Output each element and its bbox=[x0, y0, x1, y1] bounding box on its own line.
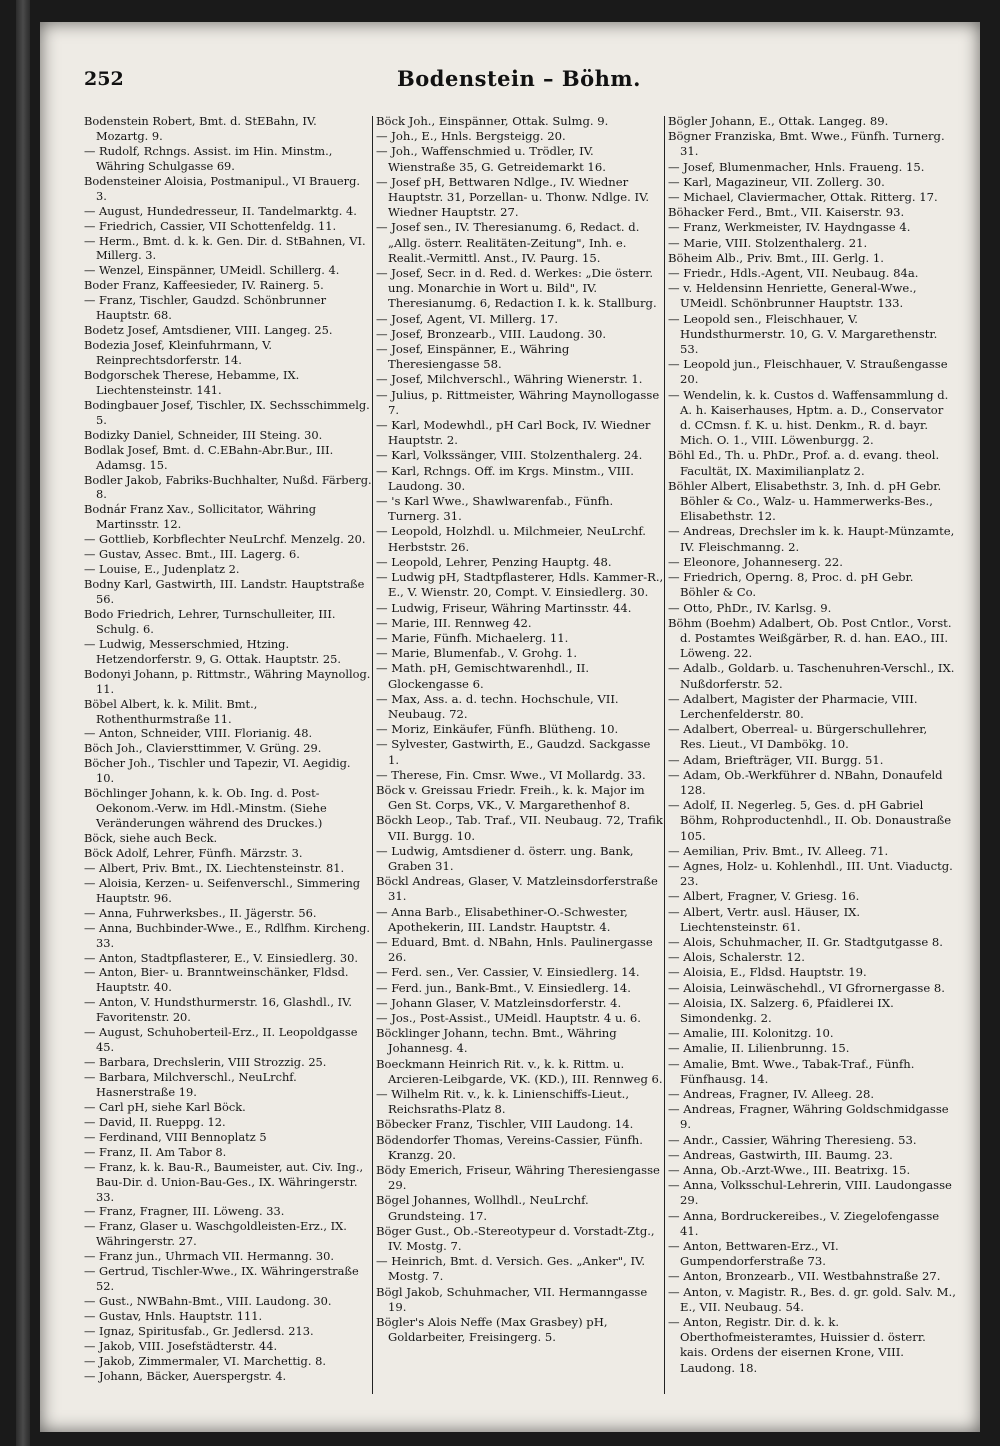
directory-sub-entry: — Amalie, III. Kolonitzg. 10. bbox=[668, 1026, 834, 1041]
directory-sub-entry: — Aemilian, Priv. Bmt., IV. Alleeg. 71. bbox=[668, 843, 889, 858]
directory-entry: Böhler Albert, Elisabethstr. 3, Inh. d. pH Gebr. Böhler & Co., Walz- u. Hammerwerks-Bes., Elisabethstr. 12. bbox=[668, 478, 942, 524]
directory-sub-entry: — Wenzel, Einspänner, UMeidl. Schillerg. 4. bbox=[84, 263, 340, 278]
directory-sub-entry: — Ludwig, Amtsdiener d. österr. ung. Bank, Graben 31. bbox=[376, 843, 634, 873]
directory-entry: Böck, siehe auch Beck. bbox=[84, 831, 218, 845]
directory-sub-entry: — Wilhelm Rit. v., k. k. Linienschiffs-Lieut., Reichsraths-Platz 8. bbox=[376, 1087, 630, 1117]
directory-sub-entry: — August, Schuhoberteil-Erz., II. Leopoldgasse 45. bbox=[84, 1025, 358, 1055]
directory-entry: Böger Gust., Ob.-Stereotypeur d. Vorstadt-Ztg., IV. Mostg. 7. bbox=[376, 1223, 655, 1254]
directory-sub-entry: — v. Heldensinn Henriette, General-Wwe., UMeidl. Schönbrunner Hauptstr. 133. bbox=[668, 281, 917, 311]
directory-sub-entry: — Adalbert, Oberreal- u. Bürgerschullehrer, Res. Lieut., VI Dambökg. 10. bbox=[668, 722, 928, 752]
directory-sub-entry: — Joh., E., Hnls. Bergsteigg. 20. bbox=[376, 129, 566, 144]
directory-sub-entry: — Ferdinand, VIII Bennoplatz 5 bbox=[84, 1129, 267, 1144]
directory-entry: Bodler Jakob, Fabriks-Buchhalter, Nußd. Färberg. 8. bbox=[84, 472, 372, 502]
directory-sub-entry: — Jakob, Zimmermaler, VI. Marchettig. 8. bbox=[84, 1353, 326, 1368]
directory-sub-entry: — Karl, Magazineur, VII. Zollerg. 30. bbox=[668, 174, 885, 189]
directory-sub-entry: — Julius, p. Rittmeister, Währing Maynollogasse 7. bbox=[376, 387, 660, 417]
directory-sub-entry: — Marie, VIII. Stolzenthalerg. 21. bbox=[668, 235, 868, 250]
column-1 bbox=[84, 114, 372, 1404]
column-2 bbox=[376, 114, 664, 1404]
directory-sub-entry: — Otto, PhDr., IV. Karlsg. 9. bbox=[668, 600, 832, 615]
directory-entry: Böckl Andreas, Glaser, V. Matzleinsdorferstraße 31. bbox=[376, 874, 658, 904]
directory-entry: Böcklinger Johann, techn. Bmt., Währing Johannesg. 4. bbox=[376, 1026, 617, 1056]
directory-columns bbox=[84, 114, 958, 1404]
directory-entry: Bodo Friedrich, Lehrer, Turnschulleiter, III. Schulg. 6. bbox=[84, 606, 336, 636]
directory-sub-entry: — Andr., Cassier, Währing Theresieng. 53. bbox=[668, 1132, 917, 1147]
directory-entry: Böck v. Greissau Friedr. Freih., k. k. Major im Gen St. Corps, VK., V. Margarethenhof 8. bbox=[376, 782, 645, 813]
directory-sub-entry: — Albert, Vertr. ausl. Häuser, IX. Liechtensteinstr. 61. bbox=[668, 904, 861, 934]
directory-sub-entry: — Agnes, Holz- u. Kohlenhdl., III. Unt. Viaductg. 23. bbox=[668, 858, 953, 889]
directory-sub-entry: — Jos., Post-Assist., UMeidl. Hauptstr. 4 u. 6. bbox=[376, 1010, 641, 1025]
directory-sub-entry: — Anton, Bier- u. Branntweinschänker, Fldsd. Hauptstr. 40. bbox=[84, 965, 349, 995]
directory-sub-entry: — Karl, Rchngs. Off. im Krgs. Minstm., VIII. Laudong. 30. bbox=[376, 463, 634, 493]
directory-sub-entry: — Johann, Bäcker, Auerspergstr. 4. bbox=[84, 1368, 287, 1383]
directory-sub-entry: — Ferd. jun., Bank-Bmt., V. Einsiedlerg. 14. bbox=[376, 980, 631, 995]
directory-sub-entry: — Anna Barb., Elisabethiner-O.-Schwester, Apothekerin, III. Landstr. Hauptstr. 4. bbox=[376, 904, 628, 934]
directory-sub-entry: — Aloisia, Kerzen- u. Seifenverschl., Simmering Hauptstr. 96. bbox=[84, 875, 361, 905]
directory-sub-entry: — Franz, Fragner, III. Löweng. 33. bbox=[84, 1204, 285, 1219]
running-head: Bodenstein – Böhm. bbox=[397, 66, 641, 91]
directory-entry: Bögler's Alois Neffe (Max Grasbey) pH, Goldarbeiter, Freisingerg. 5. bbox=[376, 1315, 608, 1345]
directory-sub-entry: — Gustav, Hnls. Hauptstr. 111. bbox=[84, 1309, 263, 1323]
directory-entry: Böchlinger Johann, k. k. Ob. Ing. d. Post-Oekonom.-Verw. im Hdl.-Minstm. (Siehe Veränderungen während des Druckes.) bbox=[84, 786, 327, 831]
directory-sub-entry: — Adolf, II. Negerleg. 5, Ges. d. pH Gabriel Böhm, Rohproductenhdl., II. Ob. Donaustraße 105. bbox=[668, 798, 952, 843]
directory-sub-entry: — Gottlieb, Korbflechter NeuLrchf. Menzelg. 20. bbox=[84, 532, 366, 547]
directory-sub-entry: — Friedrich, Cassier, VII Schottenfeldg. 11. bbox=[84, 218, 337, 233]
directory-sub-entry: — Adam, Briefträger, VII. Burgg. 51. bbox=[668, 752, 884, 767]
directory-sub-entry: — Josef, Secr. in d. Red. d. Werkes: „Die österr. ung. Monarchie in Wort u. Bild", IV. Theresianumg. 6, Redaction I. k. k. Stallburg. bbox=[376, 266, 657, 311]
directory-sub-entry: — Franz jun., Uhrmach VII. Hermanng. 30. bbox=[84, 1249, 334, 1264]
directory-entry: Bodizky Daniel, Schneider, III Steing. 30. bbox=[84, 427, 323, 442]
directory-sub-entry: — Andreas, Drechsler im k. k. Haupt-Münzamte, IV. Fleischmanng. 2. bbox=[668, 524, 955, 554]
directory-sub-entry: — Heinrich, Bmt. d. Versich. Ges. „Anker", IV. Mostg. 7. bbox=[376, 1254, 646, 1284]
directory-sub-entry: — Rudolf, Rchngs. Assist. im Hin. Minstm., Währing Schulgasse 69. bbox=[84, 143, 333, 173]
directory-sub-entry: — Ludwig, Friseur, Währing Martinsstr. 44. bbox=[376, 600, 632, 615]
column-3 bbox=[668, 114, 956, 1404]
directory-sub-entry: — Josef, Bronzearb., VIII. Laudong. 30. bbox=[376, 326, 607, 341]
directory-entry: Bögl Jakob, Schuhmacher, VII. Hermanngasse 19. bbox=[376, 1284, 648, 1314]
directory-entry: Boeckmann Heinrich Rit. v., k. k. Rittm. u. Arcieren-Leibgarde, VK. (KD.), III. Rennweg 6. bbox=[376, 1056, 663, 1086]
directory-sub-entry: — Anna, Fuhrwerksbes., II. Jägerstr. 56. bbox=[84, 905, 317, 920]
directory-sub-entry: — Johann Glaser, V. Matzleinsdorferstr. 4. bbox=[376, 995, 622, 1010]
directory-entry: Böheim Alb., Priv. Bmt., III. Gerlg. 1. bbox=[668, 250, 884, 265]
directory-sub-entry: — Anton, Registr. Dir. d. k. k. Oberthofmeisteramtes, Huissier d. österr. kais. Ordens der eisernen Krone, VIII. Laudong. 18. bbox=[668, 1315, 926, 1375]
directory-entry: Bodgorschek Therese, Hebamme, IX. Liechtensteinstr. 141. bbox=[84, 367, 300, 397]
directory-entry: Böcher Joh., Tischler und Tapezir, VI. Aegidig. 10. bbox=[84, 756, 351, 786]
directory-sub-entry: — Anton, Bronzearb., VII. Westbahnstraße 27. bbox=[668, 1269, 941, 1284]
directory-sub-entry: — Alois, Schalerstr. 12. bbox=[668, 950, 805, 965]
directory-sub-entry: — David, II. Rueppg. 12. bbox=[84, 1114, 226, 1129]
directory-sub-entry: — Albert, Fragner, V. Griesg. 16. bbox=[668, 889, 860, 904]
directory-sub-entry: — Marie, III. Rennweg 42. bbox=[376, 615, 532, 630]
directory-sub-entry: — Josef, Einspänner, E., Währing Theresiengasse 58. bbox=[376, 342, 570, 372]
directory-sub-entry: — Anton, V. Hundsthurmerstr. 16, Glashdl., IV. Favoritenstr. 20. bbox=[84, 995, 352, 1025]
directory-entry: Bögel Johannes, Wollhdl., NeuLrchf. Grundsteing. 17. bbox=[376, 1193, 589, 1223]
directory-sub-entry: — Ludwig pH, Stadtpflasterer, Hdls. Kammer-R., E., V. Wienstr. 20, Compt. V. Einsiedlerg. 30. bbox=[376, 570, 664, 600]
directory-sub-entry: — Friedrich, Operng. 8, Proc. d. pH Gebr. Böhler & Co. bbox=[668, 570, 914, 600]
directory-sub-entry: — Leopold sen., Fleischhauer, V. Hundsthurmerstr. 10, G. V. Margarethenstr. 53. bbox=[668, 311, 938, 357]
directory-sub-entry: — Aloisia, Leinwäschehdl., VI Gfrornergasse 8. bbox=[668, 980, 945, 995]
directory-sub-entry: — Math. pH, Gemischtwarenhdl., II. Glockengasse 6. bbox=[376, 661, 590, 691]
directory-sub-entry: — Barbara, Drechslerin, VIII Strozzig. 25. bbox=[84, 1055, 327, 1070]
directory-sub-entry: — Adam, Ob.-Werkführer d. NBahn, Donaufeld 128. bbox=[668, 767, 943, 797]
directory-sub-entry: — Karl, Volkssänger, VIII. Stolzenthalerg. 24. bbox=[376, 448, 643, 463]
directory-sub-entry: — Adalb., Goldarb. u. Taschenuhren-Verschl., IX. Nußdorferstr. 52. bbox=[668, 661, 955, 691]
directory-sub-entry: — Anna, Buchbinder-Wwe., E., Rdlfhm. Kircheng. 33. bbox=[84, 920, 370, 950]
directory-sub-entry: — Franz, k. k. Bau-R., Baumeister, aut. Civ. Ing., Bau-Dir. d. Union-Bau-Ges., IX. Währingerstr. 33. bbox=[84, 1159, 364, 1204]
directory-sub-entry: — Max, Ass. a. d. techn. Hochschule, VII. Neubaug. 72. bbox=[376, 691, 619, 721]
directory-sub-entry: — Ludwig, Messerschmied, Htzing. Hetzendorferstr. 9, G. Ottak. Hauptstr. 25. bbox=[84, 636, 341, 666]
directory-entry: Bödendorfer Thomas, Vereins-Cassier, Fünfh. Kranzg. 20. bbox=[376, 1132, 643, 1162]
directory-sub-entry: — Herm., Bmt. d. k. k. Gen. Dir. d. StBahnen, VI. Millerg. 3. bbox=[84, 233, 366, 263]
directory-entry: Bodlak Josef, Bmt. d. C.EBahn-Abr.Bur., III. Adamsg. 15. bbox=[84, 442, 334, 472]
directory-entry: Bodenstein Robert, Bmt. d. StEBahn, IV. Mozartg. 9. bbox=[84, 114, 317, 143]
directory-sub-entry: — Carl pH, siehe Karl Böck. bbox=[84, 1099, 246, 1114]
directory-sub-entry: — Andreas, Gastwirth, III. Baumg. 23. bbox=[668, 1147, 893, 1162]
directory-entry: Böbecker Franz, Tischler, VIII Laudong. 14. bbox=[376, 1117, 634, 1132]
directory-entry: Bögner Franziska, Bmt. Wwe., Fünfh. Turnerg. 31. bbox=[668, 129, 945, 159]
directory-sub-entry: — Anton, v. Magistr. R., Bes. d. gr. gold. Salv. M., E., VII. Neubaug. 54. bbox=[668, 1284, 956, 1314]
directory-sub-entry: — Sylvester, Gastwirth, E., Gaudzd. Sackgasse 1. bbox=[376, 737, 651, 767]
directory-sub-entry: — Josef sen., IV. Theresianumg. 6, Redact. d. „Allg. österr. Realitäten-Zeitung", Inh. e. Realit.-Vermittl. Anst., IV. Paurg. 15. bbox=[376, 220, 640, 265]
directory-sub-entry: — Andreas, Fragner, Währing Goldschmidgasse 9. bbox=[668, 1102, 949, 1132]
directory-sub-entry: — Eleonore, Johanneserg. 22. bbox=[668, 554, 843, 569]
directory-sub-entry: — Anna, Ob.-Arzt-Wwe., III. Beatrixg. 15. bbox=[668, 1163, 911, 1178]
page-number: 252 bbox=[84, 68, 124, 90]
directory-entry: Bodny Karl, Gastwirth, III. Landstr. Hauptstraße 56. bbox=[84, 577, 365, 606]
directory-sub-entry: — Adalbert, Magister der Pharmacie, VIII. Lerchenfelderstr. 80. bbox=[668, 691, 918, 721]
directory-sub-entry: — Amalie, II. Lilienbrunng. 15. bbox=[668, 1041, 850, 1056]
directory-sub-entry: — Louise, E., Judenplatz 2. bbox=[84, 562, 240, 577]
directory-entry: Bodnár Franz Xav., Sollicitator, Währing Martinsstr. 12. bbox=[84, 502, 317, 532]
directory-sub-entry: — Josef pH, Bettwaren Ndlge., IV. Wiedner Hauptstr. 31, Porzellan- u. Thonw. Ndlge. IV. Wiedner Hauptstr. 27. bbox=[376, 174, 650, 220]
directory-entry: Bodonyi Johann, p. Rittmstr., Währing Maynollog. 11. bbox=[84, 666, 371, 696]
directory-sub-entry: — Albert, Priv. Bmt., IX. Liechtensteinstr. 81. bbox=[84, 860, 345, 875]
directory-sub-entry: — Franz, Tischler, Gaudzd. Schönbrunner Hauptstr. 68. bbox=[84, 293, 327, 323]
directory-sub-entry: — Gustav, Assec. Bmt., III. Lagerg. 6. bbox=[84, 547, 300, 562]
directory-entry: Böck Adolf, Lehrer, Fünfh. Märzstr. 3. bbox=[84, 845, 303, 860]
directory-sub-entry: — Eduard, Bmt. d. NBahn, Hnls. Paulinergasse 26. bbox=[376, 934, 653, 965]
directory-sub-entry: — Anton, Bettwaren-Erz., VI. Gumpendorferstraße 73. bbox=[668, 1239, 839, 1269]
directory-sub-entry: — Josef, Agent, VI. Millerg. 17. bbox=[376, 311, 559, 326]
directory-sub-entry: — Aloisia, E., Fldsd. Hauptstr. 19. bbox=[668, 965, 867, 980]
directory-entry: Böch Joh., Claviersttimmer, V. Grüng. 29. bbox=[84, 741, 322, 756]
directory-sub-entry: — 's Karl Wwe., Shawlwarenfab., Fünfh. Turnerg. 31. bbox=[376, 494, 614, 524]
directory-sub-entry: — Anton, Stadtpflasterer, E., V. Einsiedlerg. 30. bbox=[84, 950, 359, 965]
directory-entry: Bodetz Josef, Amtsdiener, VIII. Langeg. 25. bbox=[84, 323, 333, 338]
directory-sub-entry: — Anna, Volksschul-Lehrerin, VIII. Laudongasse 29. bbox=[668, 1178, 952, 1208]
directory-sub-entry: — Therese, Fin. Cmsr. Wwe., VI Mollardg. 33. bbox=[376, 767, 646, 782]
directory-sub-entry: — Josef, Milchverschl., Währing Wienerstr. 1. bbox=[376, 372, 643, 387]
directory-sub-entry: — Leopold jun., Fleischhauer, V. Straußengasse 20. bbox=[668, 357, 948, 387]
directory-entry: Böckh Leop., Tab. Traf., VII. Neubaug. 72, Trafik VII. Burgg. 10. bbox=[376, 813, 663, 843]
directory-sub-entry: — Franz, Glaser u. Waschgoldleisten-Erz., IX. Währingerstr. 27. bbox=[84, 1219, 347, 1249]
directory-sub-entry: — Ferd. sen., Ver. Cassier, V. Einsiedlerg. 14. bbox=[376, 965, 640, 980]
directory-sub-entry: — Karl, Modewhdl., pH Carl Bock, IV. Wiedner Hauptstr. 2. bbox=[376, 418, 651, 448]
book-page bbox=[40, 22, 980, 1432]
directory-entry: Bödy Emerich, Friseur, Währing Theresiengasse 29. bbox=[376, 1163, 660, 1193]
directory-sub-entry: — Franz, Werkmeister, IV. Haydngasse 4. bbox=[668, 220, 911, 235]
directory-entry: Böhm (Boehm) Adalbert, Ob. Post Cntlor., Vorst. d. Postamtes Weißgärber, R. d. han. EAO., III. Löweng. 22. bbox=[668, 615, 952, 661]
directory-sub-entry: — Anton, Schneider, VIII. Florianig. 48. bbox=[84, 726, 313, 741]
directory-entry: Bögler Johann, E., Ottak. Langeg. 89. bbox=[668, 114, 889, 128]
directory-sub-entry: — Anna, Bordruckereibes., V. Ziegelofengasse 41. bbox=[668, 1208, 940, 1238]
directory-sub-entry: — Andreas, Fragner, IV. Alleeg. 28. bbox=[668, 1087, 875, 1101]
directory-sub-entry: — Barbara, Milchverschl., NeuLrchf. Hasnerstraße 19. bbox=[84, 1070, 297, 1099]
page-header bbox=[84, 66, 954, 106]
directory-sub-entry: — August, Hundedresseur, II. Tandelmarktg. 4. bbox=[84, 203, 357, 218]
directory-sub-entry: — Joh., Waffenschmied u. Trödler, IV. Wienstraße 35, G. Getreidemarkt 16. bbox=[376, 144, 606, 174]
column-divider bbox=[664, 116, 665, 1394]
directory-entry: Bodensteiner Aloisia, Postmanipul., VI Brauerg. 3. bbox=[84, 173, 361, 203]
directory-sub-entry: — Franz, II. Am Tabor 8. bbox=[84, 1144, 227, 1159]
directory-sub-entry: — Moriz, Einkäufer, Fünfh. Blütheng. 10. bbox=[376, 722, 619, 737]
directory-entry: Bodingbauer Josef, Tischler, IX. Sechsschimmelg. 5. bbox=[84, 397, 370, 427]
directory-sub-entry: — Ignaz, Spiritusfab., Gr. Jedlersd. 213. bbox=[84, 1323, 314, 1338]
directory-sub-entry: — Jakob, VIII. Josefstädterstr. 44. bbox=[84, 1338, 278, 1353]
column-divider bbox=[372, 116, 373, 1394]
directory-sub-entry: — Aloisia, IX. Salzerg. 6, Pfaidlerei IX. Simondenkg. 2. bbox=[668, 995, 894, 1025]
page-edge bbox=[16, 0, 30, 1446]
directory-sub-entry: — Alois, Schuhmacher, II. Gr. Stadtgutgasse 8. bbox=[668, 934, 943, 949]
directory-sub-entry: — Leopold, Holzhdl. u. Milchmeier, NeuLrchf. Herbststr. 26. bbox=[376, 524, 646, 554]
directory-sub-entry: — Amalie, Bmt. Wwe., Tabak-Traf., Fünfh. Fünfhausg. 14. bbox=[668, 1056, 915, 1086]
directory-entry: Böbel Albert, k. k. Milit. Bmt., Rothenthurmstraße 11. bbox=[84, 696, 258, 726]
directory-sub-entry: — Michael, Claviermacher, Ottak. Ritterg. 17. bbox=[668, 190, 938, 205]
directory-sub-entry: — Wendelin, k. k. Custos d. Waffensammlung d. A. h. Kaiserhauses, Hptm. a. D., Conservator d. CCmsn. f. K. u. hist. Denkm., R. d. bayr. Mich. O. 1., VIII. Löwenburgg. 2. bbox=[668, 387, 949, 448]
directory-sub-entry: — Marie, Blumenfab., V. Grohg. 1. bbox=[376, 646, 578, 661]
directory-sub-entry: — Gust., NWBahn-Bmt., VIII. Laudong. 30. bbox=[84, 1294, 332, 1309]
directory-entry: Böhacker Ferd., Bmt., VII. Kaiserstr. 93. bbox=[668, 205, 905, 220]
directory-entry: Böck Joh., Einspänner, Ottak. Sulmg. 9. bbox=[376, 114, 609, 128]
directory-entry: Boder Franz, Kaffeesieder, IV. Rainerg. 5. bbox=[84, 278, 324, 293]
directory-sub-entry: — Gertrud, Tischler-Wwe., IX. Währingerstraße 52. bbox=[84, 1264, 359, 1294]
directory-sub-entry: — Marie, Fünfh. Michaelerg. 11. bbox=[376, 630, 569, 645]
directory-entry: Böhl Ed., Th. u. PhDr., Prof. a. d. evang. theol. Facultät, IX. Maximilianplatz 2. bbox=[668, 448, 940, 478]
directory-sub-entry: — Friedr., Hdls.-Agent, VII. Neubaug. 84a. bbox=[668, 266, 919, 281]
directory-entry: Bodezia Josef, Kleinfuhrmann, V. Reinprechtsdorferstr. 14. bbox=[84, 338, 272, 367]
directory-sub-entry: — Josef, Blumenmacher, Hnls. Fraueng. 15. bbox=[668, 159, 925, 174]
directory-sub-entry: — Leopold, Lehrer, Penzing Hauptg. 48. bbox=[376, 554, 612, 569]
